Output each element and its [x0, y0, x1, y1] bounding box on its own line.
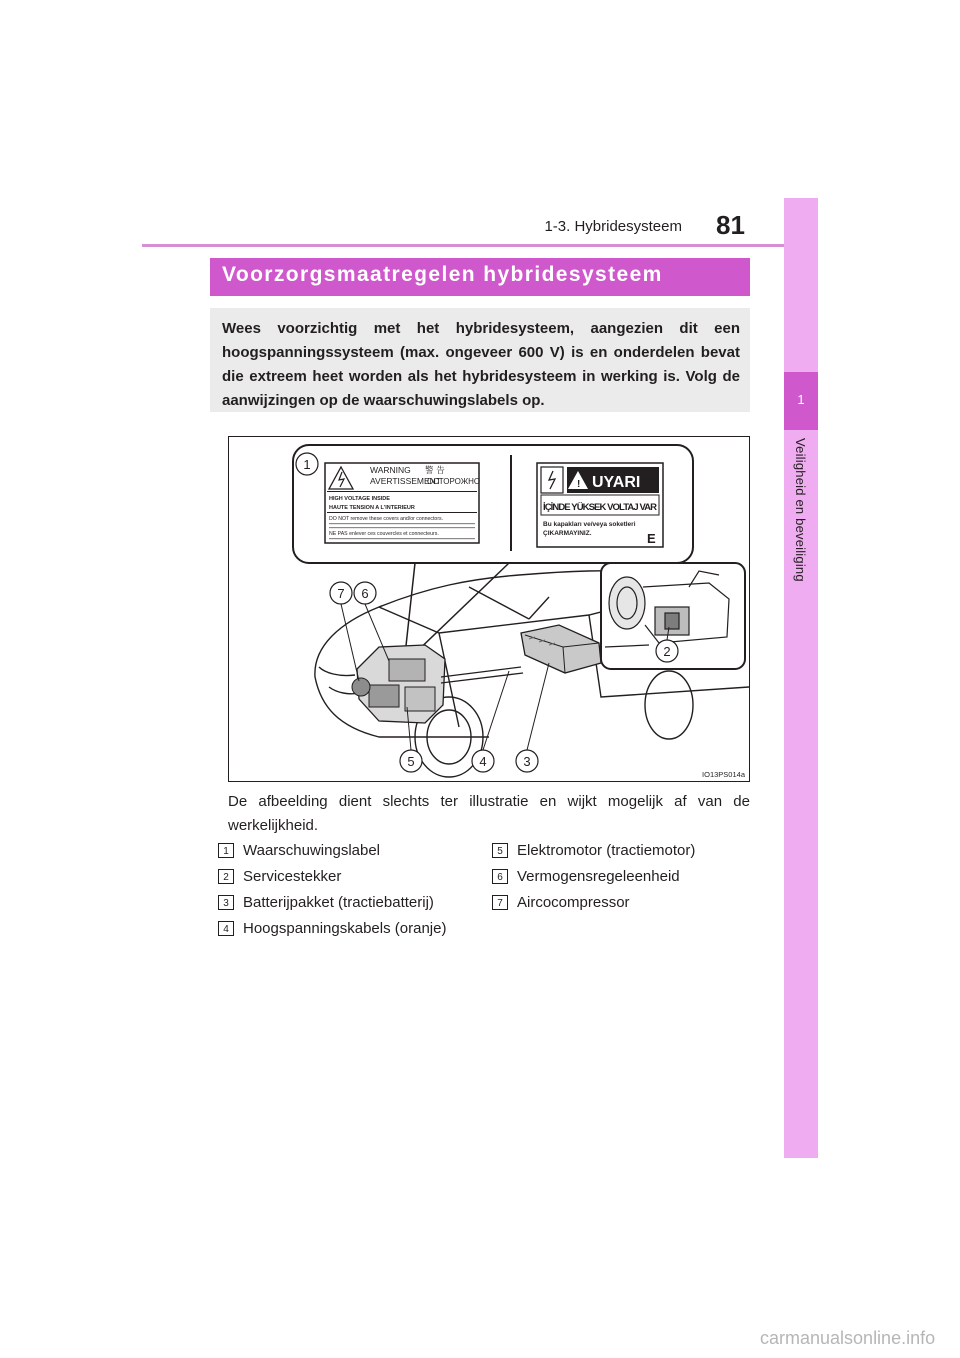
page-number: 81	[716, 210, 745, 240]
label-left-line3: HIGH VOLTAGE INSIDE	[329, 496, 390, 502]
label-right-heading: UYARI	[592, 474, 641, 491]
watermark: carmanualsonline.info	[760, 1328, 936, 1348]
label-left-line1-cjk: 警 告	[425, 466, 445, 476]
label-left-line2: AVERTISSEMENT	[370, 476, 442, 486]
chapter-number: 1	[797, 392, 805, 407]
callout-4	[472, 671, 509, 772]
legend-label: Servicestekker	[243, 868, 342, 885]
svg-text:3: 3	[523, 754, 531, 769]
label-left-line4: HAUTE TENSION A L'INTERIEUR	[329, 505, 415, 511]
legend-label: Aircocompressor	[517, 894, 630, 911]
svg-text:2: 2	[663, 644, 671, 659]
header-divider	[142, 244, 818, 247]
legend-number: 1	[218, 843, 234, 858]
legend-number: 2	[218, 869, 234, 884]
svg-text:7: 7	[337, 586, 345, 601]
legend-label: Vermogensregeleenheid	[517, 868, 680, 885]
label-left-line6: NE PAS enlever ces couvercles et connecteurs.	[329, 531, 439, 537]
callout-3	[516, 663, 549, 772]
legend-number: 5	[492, 843, 508, 858]
label-left-line2-ru: ОСТОРОЖНО	[427, 477, 481, 486]
legend-item-5	[492, 840, 695, 862]
legend-label: Elektromotor (tractiemotor)	[517, 842, 696, 859]
chapter-title: Veiligheid en beveiliging	[793, 438, 808, 582]
label-right-line3: ÇIKARMAYINIZ.	[543, 530, 592, 537]
legend-label: Waarschuwingslabel	[243, 842, 381, 859]
figure-code: IO13PS014a	[702, 770, 745, 779]
legend-item-7	[492, 892, 630, 914]
label-left-line5: DO NOT remove these covers and/or connectors.	[329, 516, 444, 522]
chapter-side-tab	[784, 198, 818, 1158]
legend-item-3	[218, 892, 434, 914]
label-right-line2: Bu kapakları ve/veya soketleri	[543, 521, 636, 528]
legend-number: 7	[492, 895, 508, 910]
power-control-unit-drawing	[352, 645, 523, 723]
svg-text:4: 4	[479, 754, 487, 769]
battery-pack-drawing	[521, 625, 601, 673]
legend-number: 4	[218, 921, 234, 936]
label-right-corner: E	[647, 531, 656, 546]
running-header-section: 1-3. Hybridesysteem	[544, 218, 682, 235]
label-right-line1: İÇİNDE YÜKSEK VOLTAJ VAR	[543, 502, 657, 513]
legend-item-4	[218, 918, 446, 940]
warning-label-left	[325, 463, 480, 543]
legend-item-6	[492, 866, 680, 888]
warning-label-right	[537, 463, 663, 547]
callout-6	[354, 582, 389, 661]
svg-text:5: 5	[407, 754, 415, 769]
callout-1	[296, 453, 318, 475]
figure-caption: De afbeelding dient slechts ter illustratie en wijkt mogelijk af van de werkelijkheid.	[228, 793, 750, 834]
legend-label: Hoogspanningskabels (oranje)	[243, 920, 447, 937]
svg-text:1: 1	[303, 457, 311, 472]
svg-text:6: 6	[361, 586, 369, 601]
section-title: Voorzorgsmaatregelen hybridesysteem	[210, 258, 750, 296]
label-left-line1: WARNING	[370, 465, 411, 475]
hybrid-system-figure	[228, 436, 750, 782]
hybrid-car-illustration	[229, 437, 749, 781]
svg-text:!: !	[577, 479, 581, 490]
legend-label: Batterijpakket (tractiebatterij)	[243, 894, 434, 911]
legend-number: 6	[492, 869, 508, 884]
legend-item-2	[218, 866, 341, 888]
legend-number: 3	[218, 895, 234, 910]
intro-text: Wees voorzichtig met het hybridesysteem, aangezien dit een hoogspanningssysteem (max. ongeveer 600 V) is en onderdelen bevat die extreem heet worden als het hybridesysteem in werking is. Volg de aanwijzingen op de waarschuwingslabels op.	[210, 308, 750, 412]
legend-item-1	[218, 840, 380, 862]
